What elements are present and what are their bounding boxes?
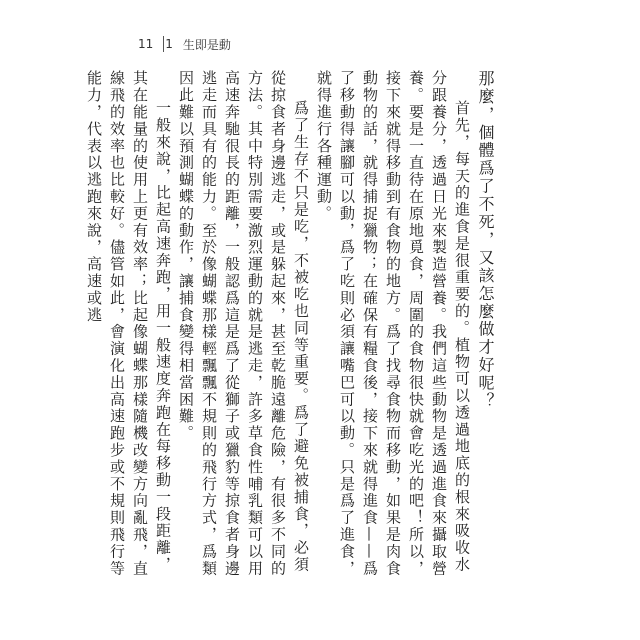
paragraph-eating: 首先，每天的進食是很重要的。植物可以透過地底的根來吸收水分跟養分，透過日光來製造營養。我們這些動物是透過進食來攝取營養。要是一直待在原地覓食，周圍的食物很快就會吃光的吧！所以，接下來就得移動到有食物的地方。爲了找尋食物而移動，如果是肉食動物的話，就得捕捉獵物；在確保有糧食後，接下來就得進食——爲了移動得讓腳可以動，爲了吃則必須讓嘴巴可以動。只是爲了進食，就得進行各種運動。 [315, 70, 471, 577]
chapter-title: 生即是動 [182, 37, 231, 52]
running-header [138, 34, 231, 54]
vertical-body-text [85, 70, 498, 590]
chapter-number: 1 [165, 37, 173, 51]
paragraph-question: 那麼，個體爲了不死，又該怎麼做才好呢？ [476, 70, 495, 411]
paragraph-escaping: 爲了生存不只是吃，不被吃也同等重要。爲了避免被捕食，必須從掠食者身邊逃走，或是躲起來，甚至乾脆遠離危險，有很多不同的方法。其中特別需要激烈運動的就是逃走，許多草食性哺乳類可以用高速奔馳很長的距離，一般認爲這是爲了從獅子或獵豹等掠食者身邊逃走而具有的能力。至於像蝴蝶那樣輕飄飄不規則的飛行方式，爲類因此難以預測蝴蝶的動作，讓捕食變得相當困難。 [177, 70, 310, 577]
paragraph-efficiency: 一般來說，比起高速奔跑，用一般速度奔跑在每移動一段距離，其在能量的使用上更有效率；比起像蝴蝶那樣隨機改變方向亂飛，直線飛的效率也比較好。儘管如此，會演化出高速跑步或不規則飛行等能力，代表以逃跑來說，高速或逃 [85, 70, 172, 577]
page-number: 11 [138, 37, 154, 51]
header-divider [163, 36, 164, 52]
